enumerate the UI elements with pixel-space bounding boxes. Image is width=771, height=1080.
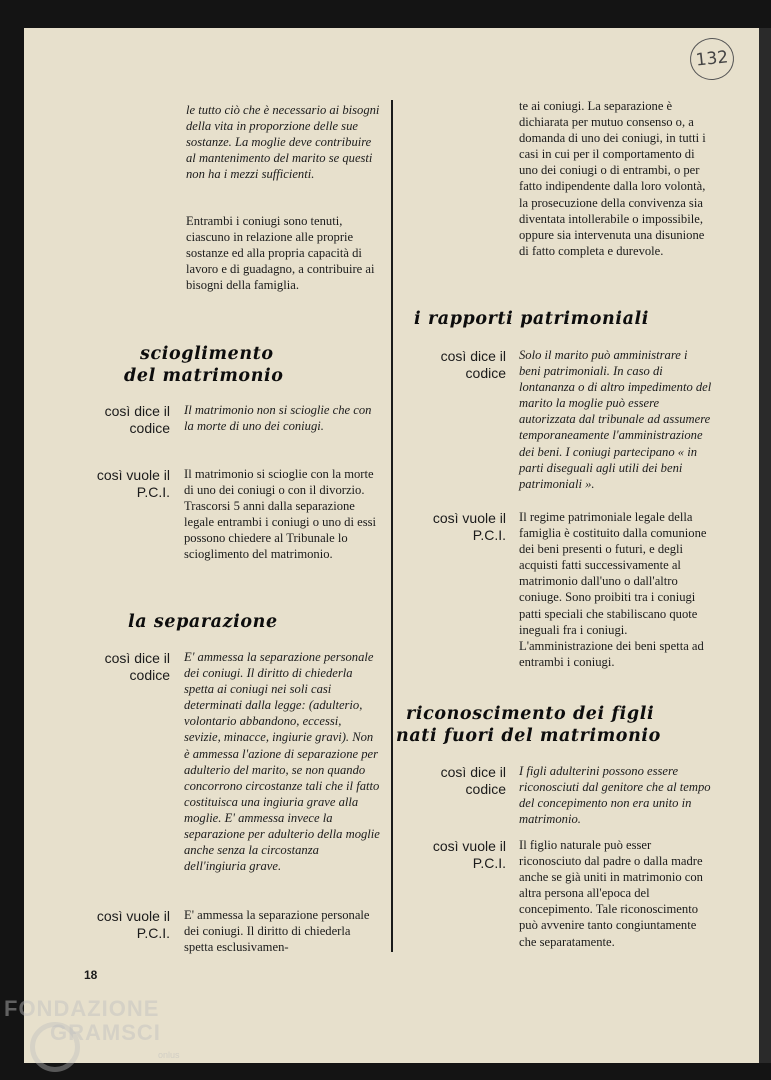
watermark-line2: GRAMSCI [50, 1020, 161, 1045]
handwritten-page-annotation: 132 [688, 36, 736, 82]
codice-text-riconoscimento: I figli adulterini possono essere riconosciuti dal genitore che al tempo del concepimento non era unito in matrimonio. [519, 764, 711, 827]
separazione-continued-text: te ai coniugi. La separazione è dichiarata per mutuo consenso o, a domanda di uno dei coniugi, in tutti i casi in cui per il comportamento di uno dei coniugi o di entrambi, o per fatto indipendente dalla loro volontà, la prosecuzione della convivenza sia diventata intollerabile o impossibile, oppure sia intervenuta una disunione di fatto completa e durevole. [519, 99, 706, 258]
pci-text-riconoscimento: Il figlio naturale può esser riconosciuto dal padre o dalla madre anche se già uniti in matrimonio con altra persona all'epoca del concepimento. Tale riconoscimento può avvenire tanto congiuntamente che separatamente. [519, 838, 703, 949]
section-title-separazione: la separazione [128, 612, 278, 632]
watermark-suffix: onlus [158, 1050, 180, 1060]
intro-italic-text: le tutto ciò che è necessario ai bisogni della vita in proporzione delle sue sostanze. La moglie deve contribuire al mantenimento del marito se questi non ha i mezzi sufficienti. [186, 103, 380, 182]
section-title-scioglimento-line1: scioglimento [140, 344, 274, 364]
pci-text-scioglimento: Il matrimonio si scioglie con la morte di uno dei coniugi o con il divorzio. Trascorsi 5 anni dalla separazione legale entrambi i coniugi o uno di essi possono chiedere al Tribunale lo scioglimento del matrimonio. [184, 467, 377, 562]
label-cosi-dice-il-codice: così dice il codice [104, 650, 170, 683]
label-cosi-vuole-il-pci: così vuole il P.C.I. [432, 838, 506, 871]
label-cosi-dice-il-codice: così dice il codice [104, 403, 170, 436]
section-title-scioglimento-line2: del matrimonio [124, 366, 284, 386]
section-title-riconoscimento-line2: nati fuori del matrimonio [396, 726, 661, 746]
watermark-logo [0, 994, 200, 1074]
pci-text-rapporti: Il regime patrimoniale legale della famiglia è costituito dalla comunione dei beni presenti o futuri, e degli acquisti fatti successivamente al matrimonio dall'uno o dall'altro coniuge. Sono proibiti tra i coniugi patti speciali che stabiliscano quote ineguali fra i coniugi. L'amministrazione dei beni spetta ad entrambi i coniugi. [519, 510, 707, 669]
column-divider [391, 100, 393, 952]
intro-text: Entrambi i coniugi sono tenuti, ciascuno in relazione alle proprie sostanze ed alla propria capacità di lavoro e di guadagno, a contribuire ai bisogni della famiglia. [186, 214, 375, 293]
watermark-line1: FONDAZIONE [4, 996, 160, 1021]
codice-text-separazione: E' ammessa la separazione personale dei coniugi. Il diritto di chiederla spetta ai coniugi nei soli casi determinati dalla legge: (adulterio, volontario abbandono, eccessi, sevizie, minacce, ingiurie gravi). Non è ammessa l'azione di separazione per adulterio del marito, se non quando concorrono circostanze tali che il fatto costituisca una ingiuria grave alla moglie. E' ammessa invece la separazione per adulterio della moglie anche senza la circostanza dell'ingiuria grave. [184, 650, 380, 874]
label-cosi-dice-il-codice: così dice il codice [440, 764, 506, 797]
page-number: 18 [84, 968, 98, 982]
label-cosi-vuole-il-pci: così vuole il P.C.I. [96, 908, 170, 941]
page-edge [759, 28, 771, 1063]
codice-text-rapporti: Solo il marito può amministrare i beni patrimoniali. In caso di lontananza o di altro impedimento del marito la moglie può essere autorizzata dal tribunale ad assumere temporaneamente l'amministrazione dei beni. I coniugi partecipano « in parti diseguali agli utili dei beni patrimoniali ». [519, 348, 712, 491]
label-cosi-vuole-il-pci: così vuole il P.C.I. [96, 467, 170, 500]
codice-text-scioglimento: Il matrimonio non si scioglie che con la morte di uno dei coniugi. [184, 403, 372, 434]
label-cosi-vuole-il-pci: così vuole il P.C.I. [432, 510, 506, 543]
section-title-rapporti-patrimoniali: i rapporti patrimoniali [414, 309, 650, 329]
label-cosi-dice-il-codice: così dice il codice [440, 348, 506, 381]
section-title-riconoscimento-line1: riconoscimento dei figli [406, 704, 655, 724]
pci-text-separazione: E' ammessa la separazione personale dei coniugi. Il diritto di chiederla spetta esclusivamen- [184, 908, 370, 955]
